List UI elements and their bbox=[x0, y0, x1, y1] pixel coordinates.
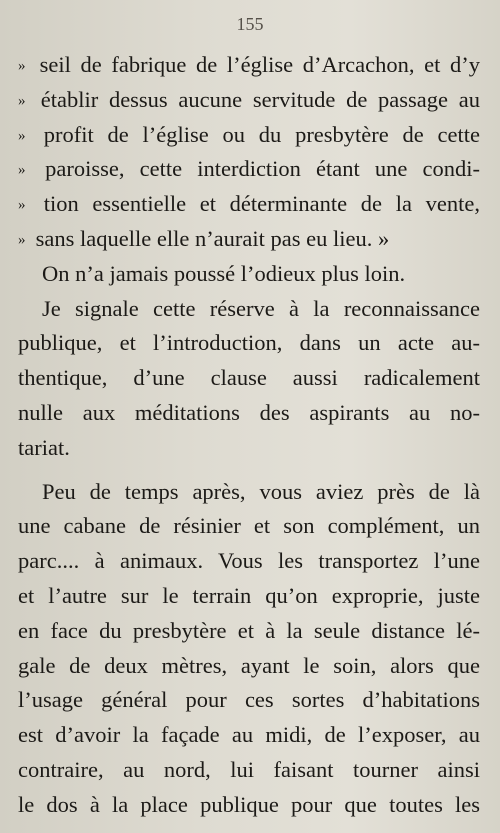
line-text: sans laquelle elle n’aurait pas eu lieu. » bbox=[35, 225, 390, 251]
body-text bbox=[18, 48, 480, 823]
text-line: nulle aux méditations des aspirants au no- bbox=[18, 399, 480, 425]
text-line: est d’avoir la façade au midi, de l’exposer, au bbox=[18, 722, 480, 748]
text-line: gale de deux mètres, ayant le soin, alors que bbox=[18, 652, 480, 678]
text-line: On n’a jamais poussé l’odieux plus loin. bbox=[42, 260, 406, 286]
quote-mark: » bbox=[18, 231, 26, 248]
line-text: paroisse, cette interdiction étant une condi- bbox=[45, 156, 481, 182]
text-line: parc.... à animaux. Vous les transportez l’une bbox=[18, 548, 480, 574]
text-line bbox=[18, 222, 480, 257]
text-line: tariat. bbox=[18, 434, 70, 460]
text-line: l’usage général pour ces sortes d’habitations bbox=[18, 687, 480, 713]
text-line: en face du presbytère et à la seule distance lé- bbox=[18, 617, 480, 643]
paragraph-gap bbox=[18, 466, 480, 475]
text-line: une cabane de résinier et son complément, un bbox=[18, 513, 480, 539]
line-text: seil de fabrique de l’église d’Arcachon, et d’y bbox=[39, 52, 481, 77]
text-line: et l’autre sur le terrain qu’on exproprie, juste bbox=[18, 582, 480, 608]
text-line bbox=[18, 152, 480, 187]
text-line bbox=[18, 187, 480, 222]
text-line bbox=[18, 48, 480, 83]
quote-mark: » bbox=[18, 197, 26, 214]
text-line: publique, et l’introduction, dans un acte au- bbox=[18, 330, 480, 356]
quote-mark: » bbox=[18, 127, 26, 144]
text-line: le dos à la place publique pour que toutes les bbox=[18, 791, 480, 817]
quote-mark: » bbox=[18, 58, 26, 74]
line-text: établir dessus aucune servitude de passage au bbox=[40, 86, 480, 112]
text-line: Je signale cette réserve à la reconnaissance bbox=[42, 295, 480, 321]
text-line bbox=[18, 118, 480, 153]
page-number: 155 bbox=[236, 14, 264, 34]
text-line bbox=[18, 83, 480, 118]
quote-mark: » bbox=[18, 162, 26, 179]
line-text: tion essentielle et déterminante de la vente, bbox=[43, 191, 480, 217]
text-line: thentique, d’une clause aussi radicalement bbox=[18, 365, 480, 391]
quote-mark: » bbox=[18, 92, 26, 109]
text-line: Peu de temps après, vous aviez près de là bbox=[42, 478, 480, 504]
line-text: profit de l’église ou du presbytère de cette bbox=[43, 121, 481, 147]
text-line: contraire, au nord, lui faisant tourner ainsi bbox=[18, 756, 480, 782]
